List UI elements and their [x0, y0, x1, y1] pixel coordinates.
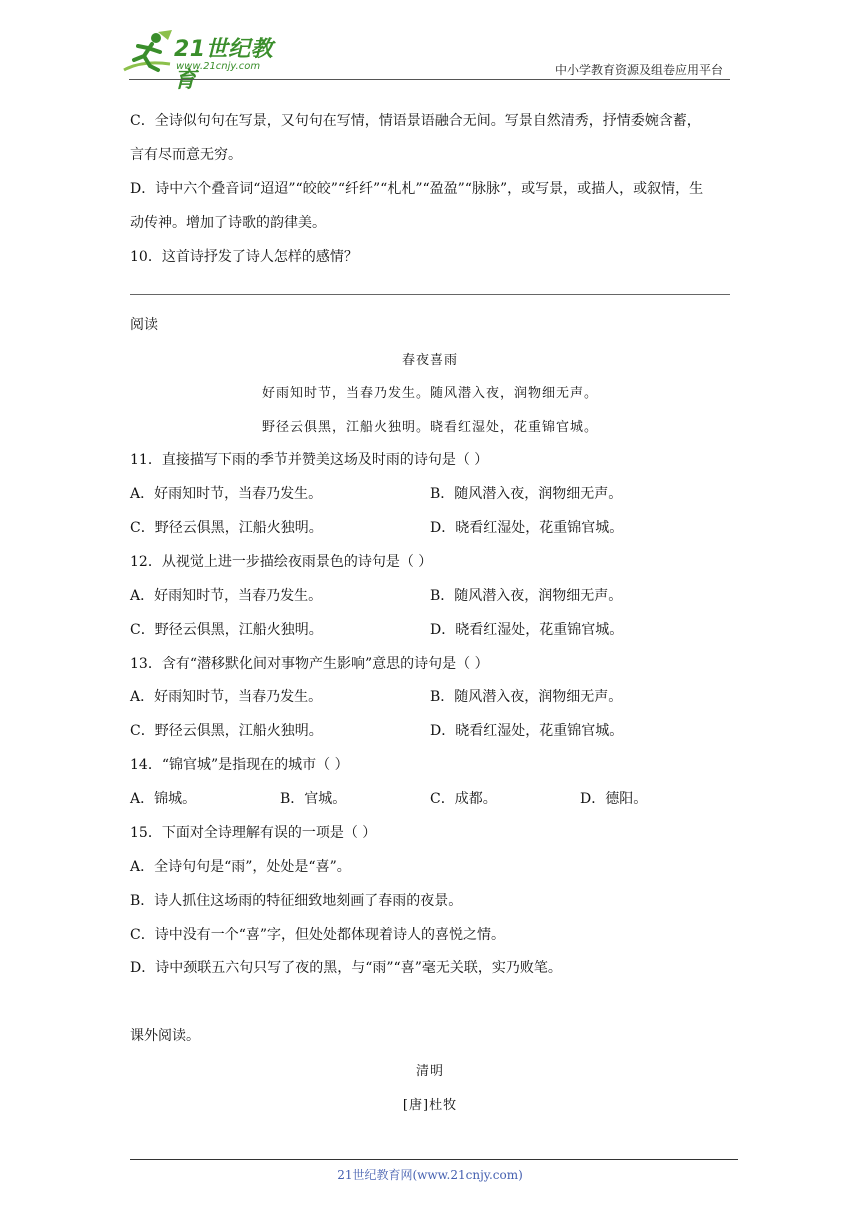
platform-name: 中小学教育资源及组卷应用平台 [554, 63, 723, 77]
q14-option-a[interactable]: A．锦城。 [130, 791, 197, 807]
q13-option-a[interactable]: A．好雨知时节，当春乃发生。 [130, 689, 323, 705]
runner-logo-icon [122, 30, 174, 76]
q11-option-d[interactable]: D．晓看红湿处，花重锦官城。 [430, 520, 624, 536]
reading-label: 阅读 [130, 317, 158, 333]
q9-option-c-line2: 言有尽而意无穷。 [130, 147, 242, 163]
poem-line-2: 野径云俱黑，江船火独明。晓看红湿处，花重锦官城。 [261, 420, 598, 435]
footer-divider [130, 1159, 738, 1160]
q11-option-a[interactable]: A．好雨知时节，当春乃发生。 [130, 486, 323, 502]
site-logo [122, 30, 292, 93]
q14-stem: 14．“锦官城”是指现在的城市（ ） [130, 757, 349, 773]
poem2-author: [唐]杜牧 [402, 1098, 458, 1113]
q15-option-d[interactable]: D．诗中颈联五六句只写了夜的黑，与“雨”“喜”毫无关联，实乃败笔。 [130, 960, 562, 976]
q15-option-a[interactable]: A．全诗句句是“雨”，处处是“喜”。 [130, 859, 351, 875]
poem2-title: 清明 [415, 1064, 444, 1079]
q10-stem: 10．这首诗抒发了诗人怎样的感情？ [130, 249, 358, 265]
q13-option-b[interactable]: B．随风潜入夜，润物细无声。 [430, 689, 623, 705]
page-header [0, 0, 860, 93]
extra-reading-label: 课外阅读。 [130, 1028, 200, 1044]
header-divider [129, 79, 730, 80]
q14-option-b[interactable]: B．官城。 [280, 791, 347, 807]
q9-option-d-line1: D．诗中六个叠音词“迢迢”“皎皎”“纤纤”“札札”“盈盈”“脉脉”，或写景，或描人，或叙情，生 [130, 181, 704, 197]
q12-option-b[interactable]: B．随风潜入夜，润物细无声。 [430, 588, 623, 604]
q13-option-d[interactable]: D．晓看红湿处，花重锦官城。 [430, 723, 624, 739]
poem-title: 春夜喜雨 [401, 353, 458, 368]
footer-text[interactable]: 21世纪教育网(www.21cnjy.com) [337, 1168, 523, 1182]
q15-option-b[interactable]: B．诗人抓住这场雨的特征细致地刻画了春雨的夜景。 [130, 893, 463, 909]
q14-option-c[interactable]: C．成都。 [430, 791, 497, 807]
q12-option-a[interactable]: A．好雨知时节，当春乃发生。 [130, 588, 323, 604]
q12-stem: 12．从视觉上进一步描绘夜雨景色的诗句是（ ） [130, 554, 433, 570]
logo-text: 21世纪教育 [174, 37, 274, 93]
q15-option-c[interactable]: C．诗中没有一个“喜”字，但处处都体现着诗人的喜悦之情。 [130, 927, 506, 943]
q11-option-b[interactable]: B．随风潜入夜，润物细无声。 [430, 486, 623, 502]
q11-stem: 11．直接描写下雨的季节并赞美这场及时雨的诗句是（ ） [130, 452, 489, 468]
q12-option-c[interactable]: C．野径云俱黑，江船火独明。 [130, 622, 323, 638]
q11-option-c[interactable]: C．野径云俱黑，江船火独明。 [130, 520, 323, 536]
logo-url: www.21cnjy.com [176, 61, 261, 72]
q13-stem: 13．含有“潜移默化间对事物产生影响”意思的诗句是（ ） [130, 656, 489, 672]
q10-answer-line[interactable] [130, 294, 730, 295]
q12-option-d[interactable]: D．晓看红湿处，花重锦官城。 [430, 622, 624, 638]
q13-option-c[interactable]: C．野径云俱黑，江船火独明。 [130, 723, 323, 739]
q14-option-d[interactable]: D．德阳。 [580, 791, 648, 807]
q9-option-d-line2: 动传神。增加了诗歌的韵律美。 [130, 215, 326, 231]
poem-line-1: 好雨知时节，当春乃发生。随风潜入夜，润物细无声。 [261, 386, 598, 401]
q9-option-c-line1: C．全诗似句句在写景，又句句在写情，情语景语融合无间。写景自然清秀，抒情委婉含蓄， [130, 113, 701, 129]
q15-stem: 15．下面对全诗理解有误的一项是（ ） [130, 825, 377, 841]
